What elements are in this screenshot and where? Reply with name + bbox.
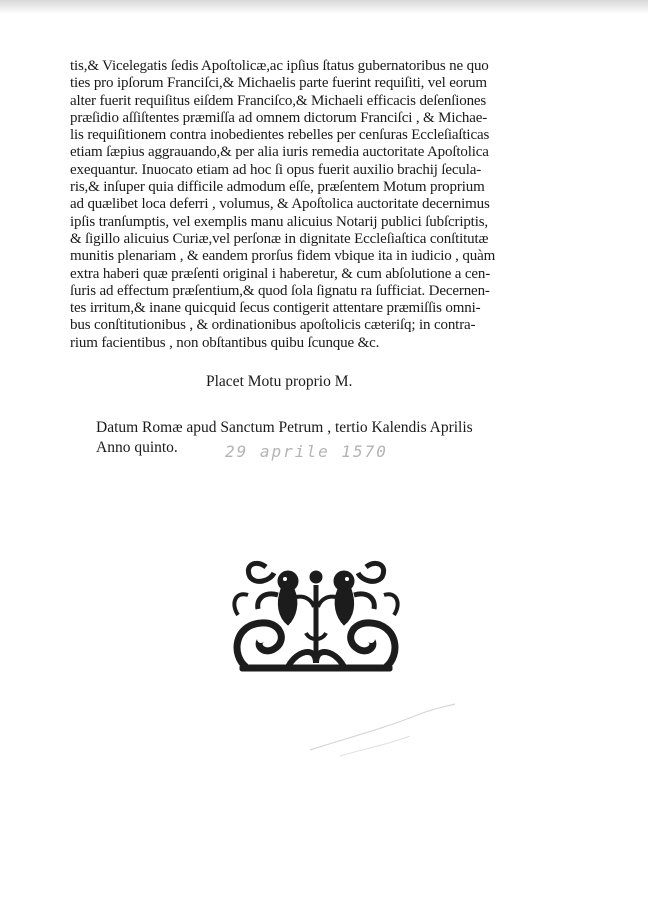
body-line: lis requiſitionem contra inobedientes rebelles per cenſuras Eccleſiaſticas: [70, 127, 490, 144]
datum-line-1: Datum Romæ apud Sanctum Petrum , tertio Kalendis Aprilis: [96, 419, 473, 436]
body-line: ad quælibet loca deferri , volumus, & Apoſtolica auctoritate decernimus: [70, 196, 490, 213]
body-line: munitis plenariam , & eandem prorſus fidem vbique ita in iudicio , quàm: [70, 248, 496, 265]
datum-line-2: Anno quinto.: [96, 439, 178, 456]
body-line: extra haberi quæ præſenti original i haberetur, & cum abſolutione a cen-: [70, 265, 491, 282]
placet-line: Placet Motu proprio M.: [206, 373, 353, 390]
page-edge-shadow: [0, 0, 648, 14]
body-line: & ſigillo alicuius Curiæ,vel perſonæ in dignitate Eccleſiaſtica conſtitutæ: [70, 230, 489, 247]
body-line: ris,& inſuper quia difficile admodum eſſe, præſentem Motum proprium: [70, 179, 485, 196]
body-text: [70, 58, 570, 352]
body-line: bus conſtitutionibus , & ordinationibus apoſtolicis cæteriſq; in contra-: [70, 317, 476, 334]
body-line: ipſis tranſumptis, vel exemplis manu alicuius Notarij publici ſubſcriptis,: [70, 213, 489, 230]
body-line: rium facientibus , non obſtantibus quibu ſcunque &c.: [70, 334, 380, 351]
body-line: alter fuerit requiſitus eiſdem Franciſco,& Michaeli efficacis deſenſiones: [70, 92, 487, 109]
putti-tailpiece-ornament-icon: [226, 555, 406, 673]
body-line: ties pro ipſorum Franciſci,& Michaelis parte fuerint requiſiti, vel eorum: [70, 75, 487, 92]
body-line: tis,& Vicelegatis ſedis Apoſtolicæ,ac ipſius ſtatus gubernatoribus ne quo: [70, 58, 489, 74]
handwritten-date-annotation: 29 aprile 1570: [225, 442, 388, 461]
faint-stain: [300, 700, 460, 760]
body-line: exequantur. Inuocato etiam ad hoc ſi opus fuerit auxilio brachij ſecula-: [70, 161, 482, 178]
body-line: præſidio aſſiſtentes præmiſſa ad omnem dictorum Franciſci , & Michae-: [70, 109, 488, 126]
body-line: tes irritum,& inane quicquid ſecus contigerit attentare præmiſſis omni-: [70, 300, 481, 317]
body-line: etiam ſæpius aggrauando,& per alia iuris remedia auctoritate Apoſtolica: [70, 144, 489, 161]
body-line: ſuris ad effectum præſentium,& quod ſola ſignatu ra ſufficiat. Decernen-: [70, 282, 490, 299]
